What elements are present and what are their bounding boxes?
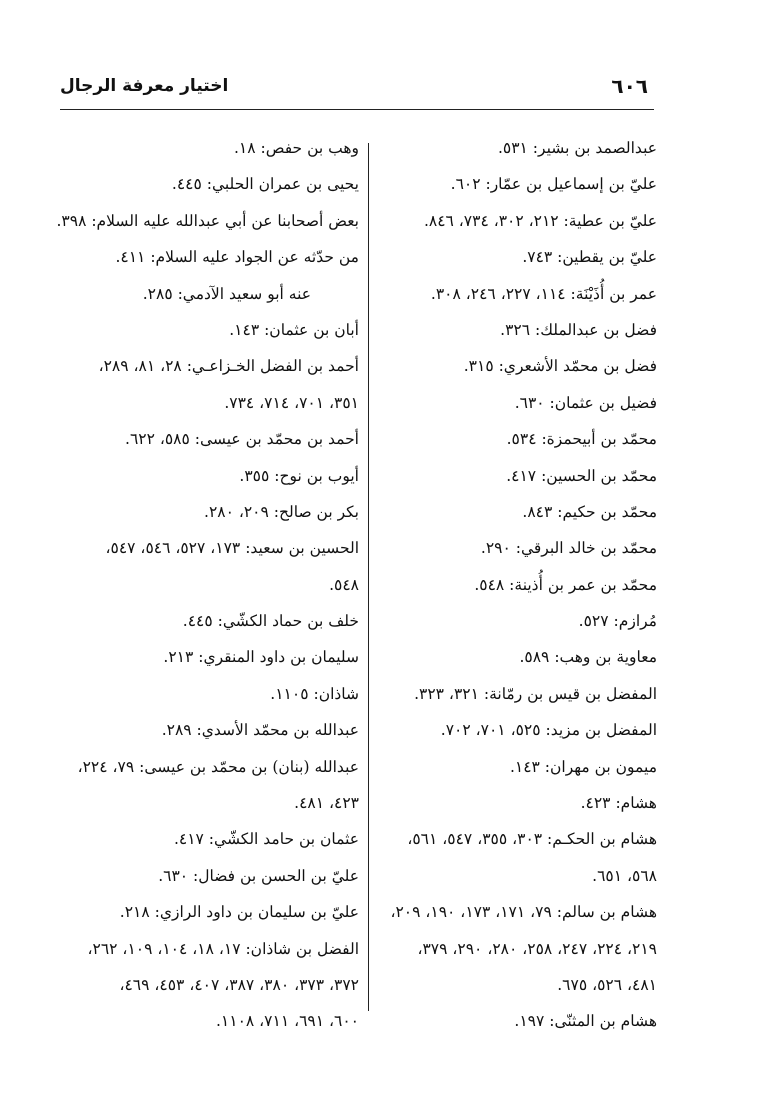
index-entry: فضل بن عبدالملك: ٣٢٦. [500, 320, 657, 339]
index-entry: هشام بن الحكـم: ٣٠٣، ٣٥٥، ٥٤٧، ٥٦١، [407, 830, 657, 849]
index-entry-sub: عنه أبو سعيد الآدمي: ٢٨٥. [142, 284, 311, 303]
index-entry: محمّد بن الحسين: ٤١٧. [506, 466, 657, 485]
index-entry: محمّد بن عمر بن أُذينة: ٥٤٨. [474, 575, 657, 594]
index-entry: محمّد بن حكيم: ٨٤٣. [522, 502, 657, 521]
index-entry: وهب بن حفص: ١٨. [233, 139, 359, 157]
index-entry-continuation: ٤٢٣، ٤٨١. [294, 794, 359, 813]
index-entry: هشام بن المثنّى: ١٩٧. [514, 1012, 657, 1031]
index-entry: عبدالله (بنان) بن محمّد بن عيسى: ٧٩، ٢٢٤، [77, 757, 359, 776]
index-entry: محمّد بن خالد البرقي: ٢٩٠. [480, 539, 657, 558]
index-entry-continuation: ٥٤٨. [329, 575, 359, 594]
index-entry: خلف بن حماد الكشّي: ٤٤٥. [182, 612, 359, 631]
index-entry: عثمان بن حامد الكشّي: ٤١٧. [173, 830, 359, 849]
index-entry: محمّد بن أبيحمزة: ٥٣٤. [506, 430, 657, 449]
index-entry-continuation: ٣٥١، ٧٠١، ٧١٤، ٧٣٤. [224, 393, 359, 412]
index-entry: عبدالصمد بن بشير: ٥٣١. [497, 139, 657, 157]
index-entry: ميمون بن مهران: ١٤٣. [509, 757, 657, 776]
index-entry: عليّ بن يقطين: ٧٤٣. [522, 248, 657, 267]
index-entry: عليّ بن الحسن بن فضال: ٦٣٠. [158, 866, 359, 885]
index-entry: هشام بن سالم: ٧٩، ١٧١، ١٧٣، ١٩٠، ٢٠٩، [390, 903, 657, 922]
page-header [60, 74, 654, 104]
index-entry: أحمد بن محمّد بن عيسى: ٥٨٥، ٦٢٢. [125, 430, 359, 449]
index-entry-continuation: ٦٠٠، ٦٩١، ٧١١، ١١٠٨. [215, 1012, 359, 1031]
index-entry: عليّ بن إسماعيل بن عمّار: ٦٠٢. [450, 175, 657, 194]
index-entry: أحمد بن الفضل الخـزاعـي: ٢٨، ٨١، ٢٨٩، [98, 357, 359, 376]
header-rule [60, 109, 654, 110]
index-entry: سليمان بن داود المنقري: ٢١٣. [163, 648, 359, 667]
column-divider [368, 143, 369, 1011]
index-entry: بكر بن صالح: ٢٠٩، ٢٨٠. [204, 502, 359, 521]
book-title: اختيار معرفة الرجال [60, 76, 229, 96]
index-entry-continuation: ٥٦٨، ٦٥١. [592, 866, 657, 885]
index-entry: الحسين بن سعيد: ١٧٣، ٥٢٧، ٥٤٦، ٥٤٧، [105, 539, 359, 558]
index-entry: عليّ بن سليمان بن داود الرازي: ٢١٨. [119, 903, 359, 922]
index-entry: المفضل بن قيس بن رمّانة: ٣٢١، ٣٢٣. [414, 684, 657, 703]
index-entry: عمر بن أُذَيْنَة: ١١٤، ٢٢٧، ٢٤٦، ٣٠٨. [430, 284, 657, 303]
index-entry-continuation: ٣٧٢، ٣٧٣، ٣٨٠، ٣٨٧، ٤٠٧، ٤٥٣، ٤٦٩، [119, 975, 359, 994]
index-entry: أيوب بن نوح: ٣٥٥. [239, 466, 359, 485]
index-entry: عبدالله بن محمّد الأسدي: ٢٨٩. [161, 721, 359, 740]
index-entry: شاذان: ١١٠٥. [270, 684, 359, 703]
index-entry: فضل بن محمّد الأشعري: ٣١٥. [463, 357, 657, 376]
index-entry: من حدّثه عن الجواد عليه السلام: ٤١١. [115, 248, 359, 267]
index-column-right [390, 130, 657, 1040]
index-entry: مُرازم: ٥٢٧. [578, 612, 657, 631]
index-entry: هشام: ٤٢٣. [580, 794, 657, 813]
index-entry: يحيى بن عمران الحلبي: ٤٤٥. [171, 175, 359, 194]
page-number: ٦٠٦ [611, 74, 648, 98]
index-entry: فضيل بن عثمان: ٦٣٠. [514, 393, 657, 412]
index-entry-continuation: ٢١٩، ٢٢٤، ٢٤٧، ٢٥٨، ٢٨٠، ٢٩٠، ٣٧٩، [417, 939, 657, 958]
index-entry: عليّ بن عطية: ٢١٢، ٣٠٢، ٧٣٤، ٨٤٦. [423, 211, 657, 230]
index-entry: الفضل بن شاذان: ١٧، ١٨، ١٠٤، ١٠٩، ٢٦٢، [87, 939, 359, 958]
index-column-left [56, 130, 359, 1040]
index-entry: أبان بن عثمان: ١٤٣. [229, 320, 359, 339]
index-entry: معاوية بن وهب: ٥٨٩. [519, 648, 657, 667]
index-entry: المفضل بن مزيد: ٥٢٥، ٧٠١، ٧٠٢. [440, 721, 657, 740]
index-entry: بعض أصحابنا عن أبي عبدالله عليه السلام: ٣٩٨. [56, 211, 359, 230]
index-entry-continuation: ٤٨١، ٥٢٦، ٦٧٥. [557, 975, 657, 994]
